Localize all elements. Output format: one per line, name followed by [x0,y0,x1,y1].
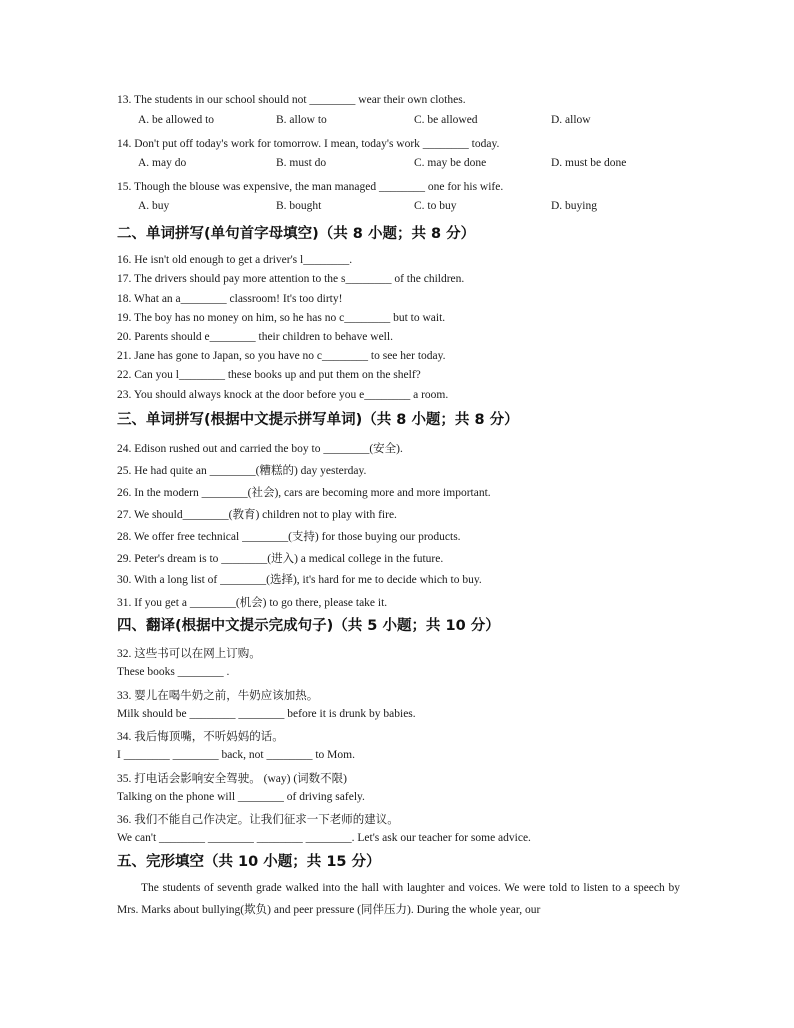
question-13: 13. The students in our school should not ________ wear their own clothes. [117,94,466,106]
question-35-prompt: 35. 打电话会影响安全驾驶。 (way) (词数不限) [117,773,347,785]
question-34-answer: I ________ ________ back, not ________ to Mom. [117,749,355,761]
option-d: D. must be done [551,157,627,169]
question-22: 22. Can you l________ these books up and put them on the shelf? [117,369,421,381]
question-33-answer: Milk should be ________ ________ before it is drunk by babies. [117,708,416,720]
option-b: B. allow to [276,114,327,126]
section-5-heading: 五、完形填空（共 10 小题；共 15 分） [117,854,381,870]
question-14-options [138,157,698,173]
option-b: B. bought [276,200,322,212]
question-29: 29. Peter's dream is to ________(进入) a medical college in the future. [117,553,444,565]
option-a: A. may do [138,157,187,169]
question-16: 16. He isn't old enough to get a driver's l________. [117,254,353,266]
question-14: 14. Don't put off today's work for tomorrow. I mean, today's work ________ today. [117,138,500,150]
question-25: 25. He had quite an ________(糟糕的) day yesterday. [117,465,367,477]
question-34-prompt: 34. 我后悔顶嘴，不听妈妈的话。 [117,731,284,743]
option-b: B. must do [276,157,327,169]
question-13-options [138,114,698,130]
option-d: D. allow [551,114,591,126]
question-32-prompt: 32. 这些书可以在网上订购。 [117,648,261,660]
question-30: 30. With a long list of ________(选择), it's hard for me to decide which to buy. [117,574,482,586]
question-33-prompt: 33. 婴儿在喝牛奶之前，牛奶应该加热。 [117,690,319,702]
cloze-passage: The students of seventh grade walked into the hall with laughter and voices. We were told to listen to a speech by Mrs. Marks about bullying(欺负) and peer pressure (同伴压力). During the whole year, our [117,882,680,916]
question-17: 17. The drivers should pay more attention to the s________ of the children. [117,273,465,285]
question-23: 23. You should always knock at the door before you e________ a room. [117,389,449,401]
question-28: 28. We offer free technical ________(支持) for those buying our products. [117,531,461,543]
question-35-answer: Talking on the phone will ________ of driving safely. [117,791,365,803]
question-20: 20. Parents should e________ their children to behave well. [117,331,393,343]
question-36-answer: We can't ________ ________ ________ ________. Let's ask our teacher for some advice. [117,832,531,844]
question-32-answer: These books ________ . [117,666,230,678]
question-27: 27. We should________(教育) children not to play with fire. [117,509,397,521]
option-c: C. may be done [414,157,487,169]
question-18: 18. What an a________ classroom! It's too dirty! [117,293,343,305]
option-c: C. be allowed [414,114,478,126]
question-24: 24. Edison rushed out and carried the boy to ________(安全). [117,443,403,455]
question-36-prompt: 36. 我们不能自己作决定。让我们征求一下老师的建议。 [117,814,399,826]
question-26: 26. In the modern ________(社会), cars are becoming more and more important. [117,487,491,499]
option-d: D. buying [551,200,597,212]
question-19: 19. The boy has no money on him, so he has no c________ but to wait. [117,312,446,324]
question-15: 15. Though the blouse was expensive, the man managed ________ one for his wife. [117,181,504,193]
option-a: A. buy [138,200,170,212]
section-3-heading: 三、单词拼写(根据中文提示拼写单词)（共 8 小题；共 8 分） [117,412,519,428]
option-a: A. be allowed to [138,114,215,126]
question-15-options [138,200,698,216]
section-4-heading: 四、翻译(根据中文提示完成句子)（共 5 小题；共 10 分） [117,618,500,634]
option-c: C. to buy [414,200,457,212]
question-21: 21. Jane has gone to Japan, so you have no c________ to see her today. [117,350,446,362]
question-31: 31. If you get a ________(机会) to go there, please take it. [117,597,388,609]
section-2-heading: 二、单词拼写(单句首字母填空)（共 8 小题；共 8 分） [117,226,476,242]
